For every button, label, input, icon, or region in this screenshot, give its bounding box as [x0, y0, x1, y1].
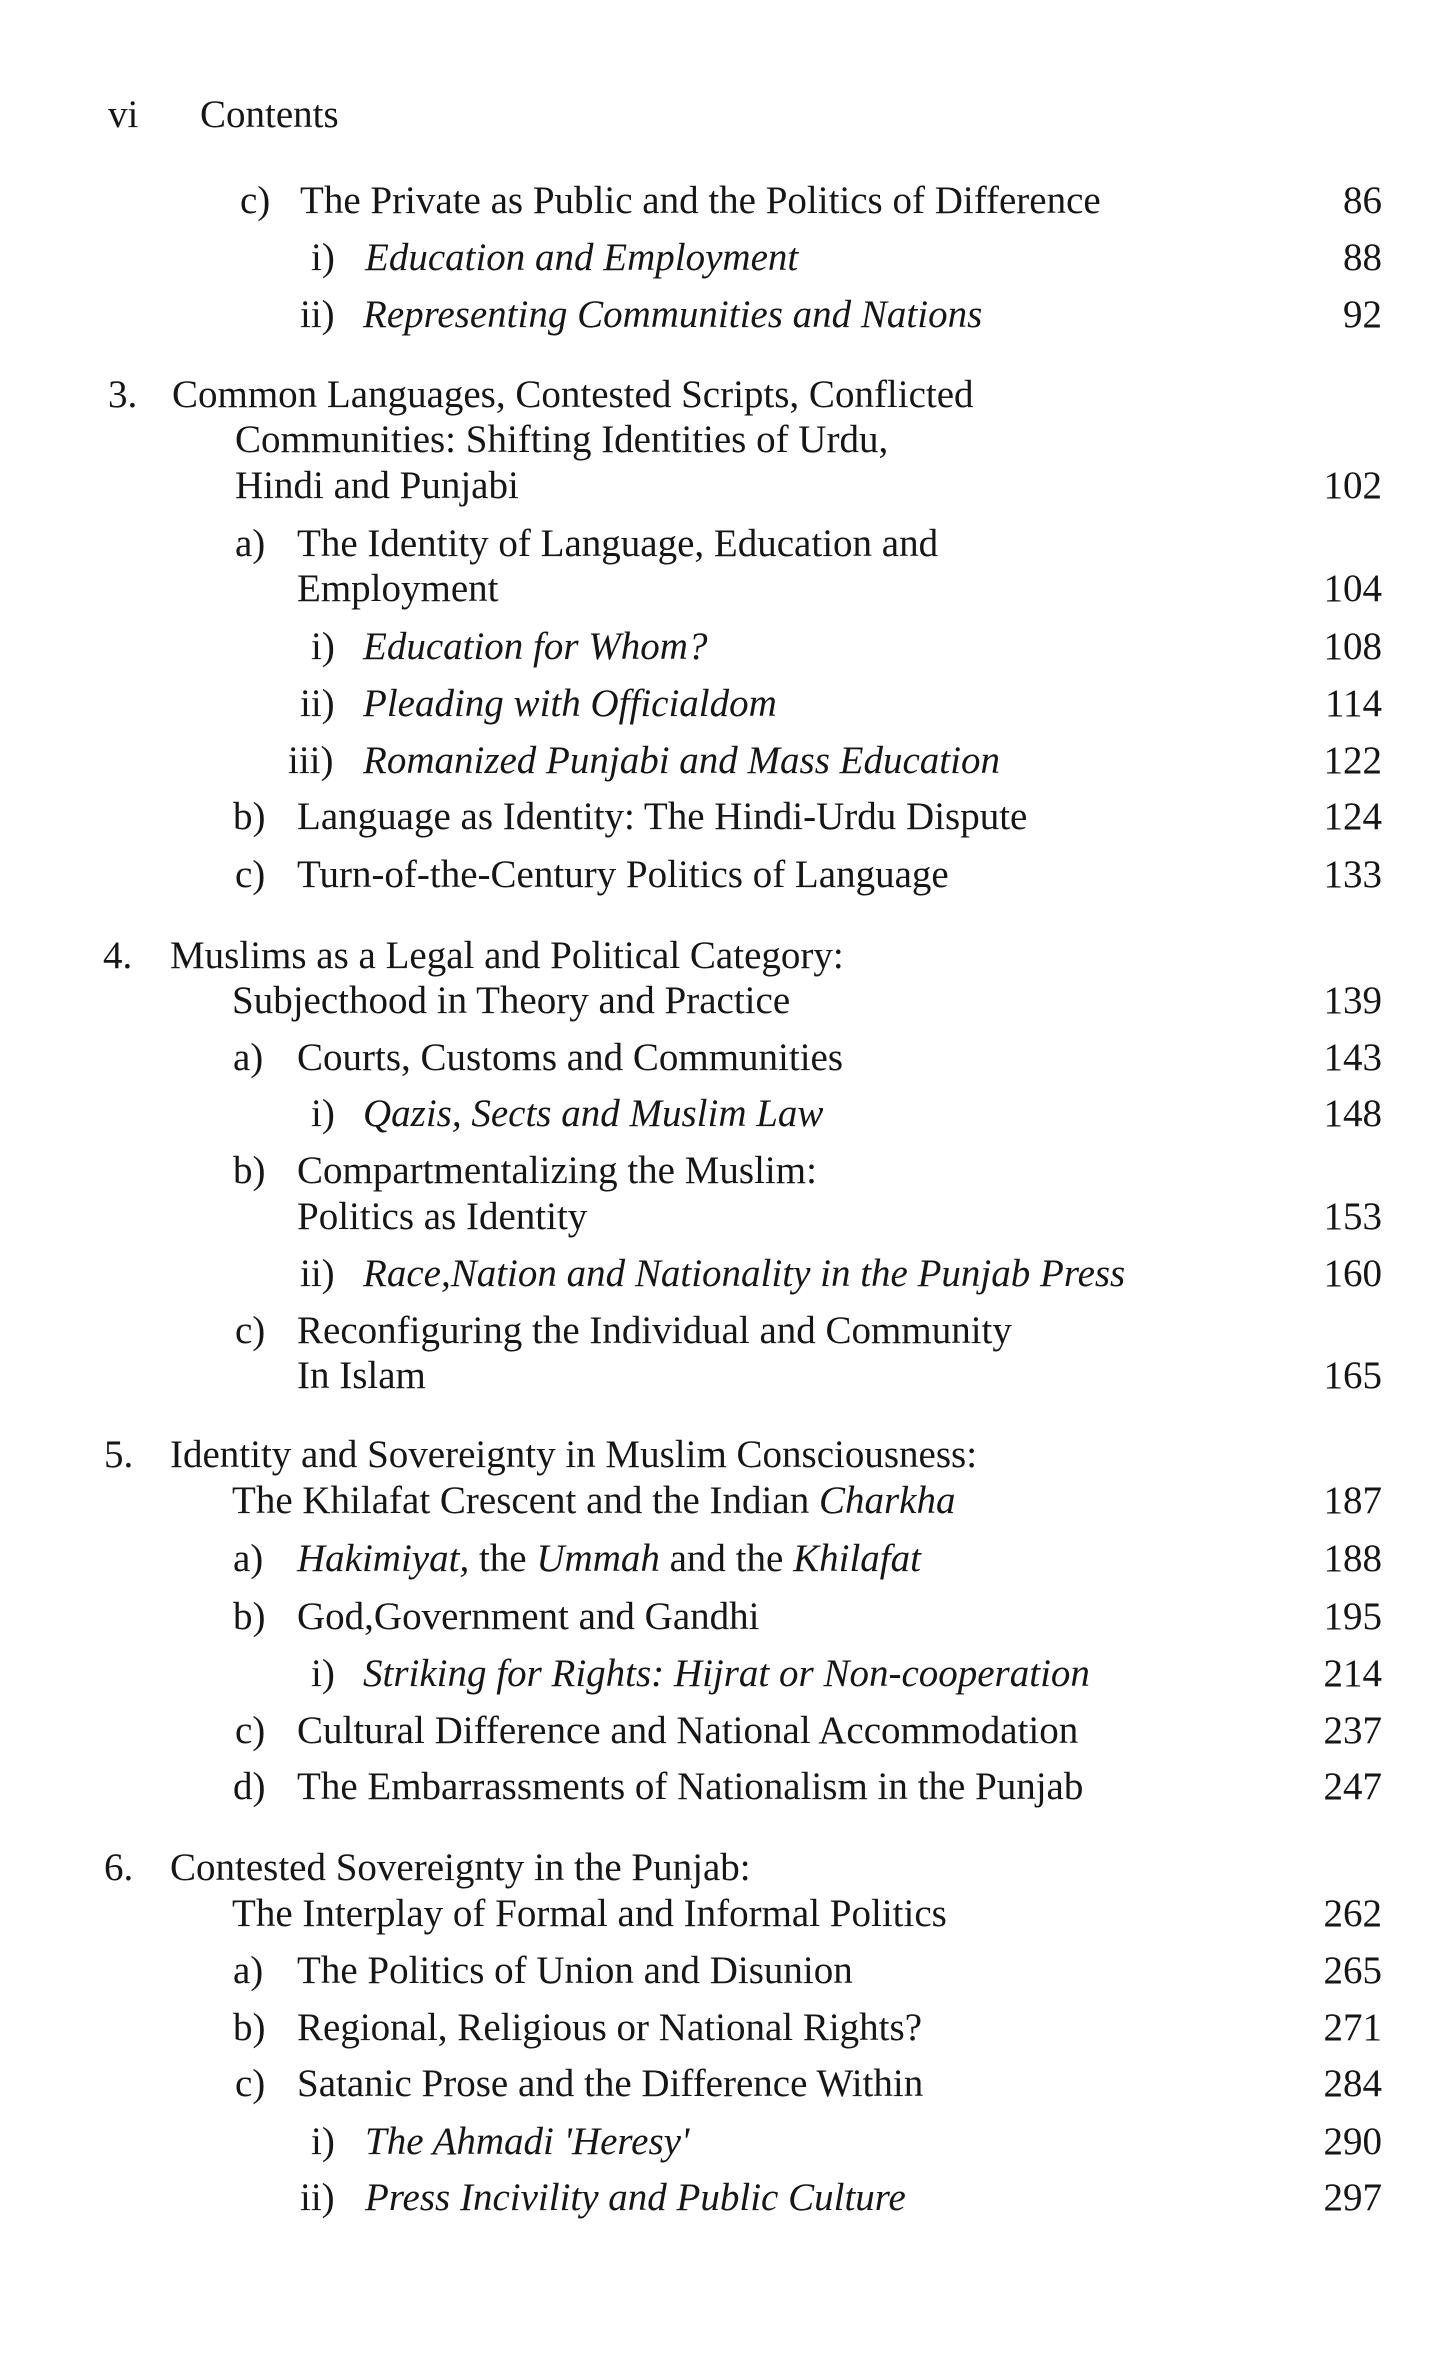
entry-title: Satanic Prose and the Difference Within — [297, 2062, 924, 2105]
entry-title: Turn-of-the-Century Politics of Language — [297, 853, 949, 896]
entry-page: 265 — [1323, 1949, 1382, 1992]
entry-page: 139 — [1323, 979, 1382, 1022]
title-text: the — [469, 1537, 537, 1580]
entry-title: Employment — [297, 567, 499, 610]
toc-entry — [0, 2003, 1445, 2053]
chapter-number: 3. — [108, 373, 138, 416]
toc-entry — [0, 1146, 1445, 1196]
entry-page: 188 — [1323, 1537, 1382, 1580]
entry-marker: i) — [311, 236, 335, 279]
toc-entry — [0, 1033, 1445, 1083]
entry-page: 247 — [1323, 1765, 1382, 1808]
entry-page: 143 — [1323, 1036, 1382, 1079]
entry-page: 195 — [1323, 1595, 1382, 1638]
entry-page: 148 — [1323, 1092, 1382, 1135]
toc-entry-continued — [0, 1192, 1445, 1242]
toc-chapter-continued — [0, 976, 1445, 1026]
entry-marker: i) — [311, 2120, 335, 2163]
toc-entry — [0, 519, 1445, 569]
entry-title: Pleading with Officialdom — [363, 682, 777, 725]
entry-title: The Private as Public and the Politics of Difference — [300, 179, 1101, 222]
toc-entry — [0, 792, 1445, 842]
entry-page: 124 — [1323, 795, 1382, 838]
entry-title: The Embarrassments of Nationalism in the Punjab — [297, 1765, 1084, 1808]
title-italic-term: Ummah — [536, 1537, 660, 1580]
chapter-title — [232, 1476, 955, 1526]
toc-entry — [0, 1306, 1445, 1356]
entry-marker: a) — [235, 522, 266, 565]
entry-marker: ii) — [300, 293, 335, 336]
entry-page: 262 — [1323, 1892, 1382, 1935]
toc-entry — [0, 2059, 1445, 2109]
toc-entry — [0, 176, 1445, 226]
entry-page: 122 — [1323, 739, 1382, 782]
entry-title: Representing Communities and Nations — [363, 293, 983, 336]
toc-chapter-continued — [0, 461, 1445, 511]
toc-entry — [0, 1649, 1445, 1699]
toc-entry — [0, 850, 1445, 900]
toc-entry — [0, 2173, 1445, 2223]
chapter-title: Common Languages, Contested Scripts, Conflicted — [172, 373, 974, 416]
entry-marker: b) — [233, 795, 266, 838]
entry-title: Education and Employment — [365, 236, 799, 279]
entry-marker: ii) — [300, 2176, 335, 2219]
entry-page: 187 — [1323, 1479, 1382, 1522]
toc-entry — [0, 1249, 1445, 1299]
entry-page: 237 — [1323, 1709, 1382, 1752]
running-header — [108, 92, 339, 137]
toc-entry — [0, 233, 1445, 283]
toc-entry — [0, 736, 1445, 786]
entry-marker: d) — [233, 1765, 266, 1808]
toc-entry — [0, 1534, 1445, 1584]
entry-title: Politics as Identity — [297, 1195, 588, 1238]
chapter-title: Identity and Sovereignty in Muslim Consciousness: — [170, 1433, 978, 1476]
entry-page: 108 — [1323, 625, 1382, 668]
entry-title: The Identity of Language, Education and — [297, 522, 939, 565]
toc-chapter-continued — [0, 415, 1445, 465]
entry-marker: c) — [235, 2062, 266, 2105]
toc-entry — [0, 1592, 1445, 1642]
entry-marker: c) — [235, 1709, 266, 1752]
entry-title: Cultural Difference and National Accommodation — [297, 1709, 1079, 1752]
toc-chapter-continued — [0, 1889, 1445, 1939]
chapter-title: The Interplay of Formal and Informal Politics — [232, 1892, 947, 1935]
chapter-title: Subjecthood in Theory and Practice — [232, 979, 791, 1022]
entry-title: Reconfiguring the Individual and Community — [297, 1309, 1012, 1352]
entry-page: 104 — [1323, 567, 1382, 610]
entry-title: Language as Identity: The Hindi-Urdu Dispute — [297, 795, 1028, 838]
entry-title — [297, 1534, 921, 1584]
entry-marker: c) — [235, 1309, 266, 1352]
entry-marker: a) — [233, 1537, 264, 1580]
entry-title: Courts, Customs and Communities — [297, 1036, 844, 1079]
entry-page: 297 — [1323, 2176, 1382, 2219]
entry-title: Education for Whom? — [363, 625, 708, 668]
entry-title: Regional, Religious or National Rights? — [297, 2006, 923, 2049]
entry-marker: b) — [233, 1149, 266, 1192]
entry-title: The Politics of Union and Disunion — [297, 1949, 853, 1992]
toc-entry — [0, 290, 1445, 340]
toc-entry — [0, 2117, 1445, 2167]
entry-marker: iii) — [288, 739, 334, 782]
chapter-title: Contested Sovereignty in the Punjab: — [170, 1846, 751, 1889]
entry-page: 160 — [1323, 1252, 1382, 1295]
page-number: vi — [108, 93, 139, 136]
entry-page: 290 — [1323, 2120, 1382, 2163]
toc-entry-continued — [0, 1351, 1445, 1401]
toc-entry — [0, 622, 1445, 672]
chapter-number: 4. — [103, 934, 133, 977]
chapter-title: Communities: Shifting Identities of Urdu, — [235, 418, 889, 461]
title-text: and the — [659, 1537, 794, 1580]
toc-entry — [0, 1946, 1445, 1996]
entry-page: 284 — [1323, 2062, 1382, 2105]
title-text: The Khilafat Crescent and the Indian — [232, 1479, 819, 1522]
title-italic-term: Hakimiyat, — [297, 1537, 470, 1580]
entry-marker: c) — [235, 853, 266, 896]
toc-entry — [0, 1706, 1445, 1756]
entry-title: God,Government and Gandhi — [297, 1595, 760, 1638]
entry-title: Race,Nation and Nationality in the Punjab Press — [363, 1252, 1126, 1295]
entry-page: 92 — [1343, 293, 1382, 336]
entry-marker: a) — [233, 1036, 264, 1079]
entry-title: Qazis, Sects and Muslim Law — [363, 1092, 824, 1135]
running-title: Contents — [200, 93, 339, 136]
entry-title: Striking for Rights: Hijrat or Non-cooperation — [363, 1652, 1090, 1695]
entry-marker: i) — [311, 1092, 335, 1135]
title-italic-term: Charkha — [818, 1479, 956, 1522]
entry-page: 153 — [1323, 1195, 1382, 1238]
entry-marker: ii) — [300, 1252, 335, 1295]
toc-chapter-continued — [0, 1476, 1445, 1526]
chapter-number: 5. — [104, 1433, 134, 1476]
toc-entry — [0, 1089, 1445, 1139]
toc-chapter — [0, 931, 1445, 981]
entry-page: 102 — [1323, 464, 1382, 507]
entry-title: Romanized Punjabi and Mass Education — [363, 739, 1000, 782]
entry-marker: a) — [233, 1949, 264, 1992]
title-italic-term: Khilafat — [793, 1537, 921, 1580]
entry-page: 88 — [1343, 236, 1382, 279]
entry-page: 214 — [1323, 1652, 1382, 1695]
entry-marker: c) — [240, 179, 271, 222]
entry-page: 165 — [1323, 1354, 1382, 1397]
entry-page: 86 — [1343, 179, 1382, 222]
entry-marker: b) — [233, 2006, 266, 2049]
chapter-number: 6. — [104, 1846, 134, 1889]
entry-page: 133 — [1323, 853, 1382, 896]
toc-entry — [0, 679, 1445, 729]
entry-title: Compartmentalizing the Muslim: — [297, 1149, 817, 1192]
toc-chapter — [0, 370, 1445, 420]
toc-entry — [0, 1762, 1445, 1812]
entry-page: 271 — [1323, 2006, 1382, 2049]
entry-title: Press Incivility and Public Culture — [365, 2176, 906, 2219]
entry-marker: i) — [311, 625, 335, 668]
toc-chapter — [0, 1430, 1445, 1480]
chapter-title: Muslims as a Legal and Political Category: — [170, 934, 844, 977]
toc-chapter — [0, 1843, 1445, 1893]
entry-marker: b) — [233, 1595, 266, 1638]
entry-title: In Islam — [297, 1354, 426, 1397]
chapter-title: Hindi and Punjabi — [235, 464, 519, 507]
entry-marker: i) — [311, 1652, 335, 1695]
toc-entry-continued — [0, 564, 1445, 614]
entry-page: 114 — [1324, 682, 1382, 725]
entry-title: The Ahmadi 'Heresy' — [365, 2120, 690, 2163]
entry-marker: ii) — [300, 682, 335, 725]
